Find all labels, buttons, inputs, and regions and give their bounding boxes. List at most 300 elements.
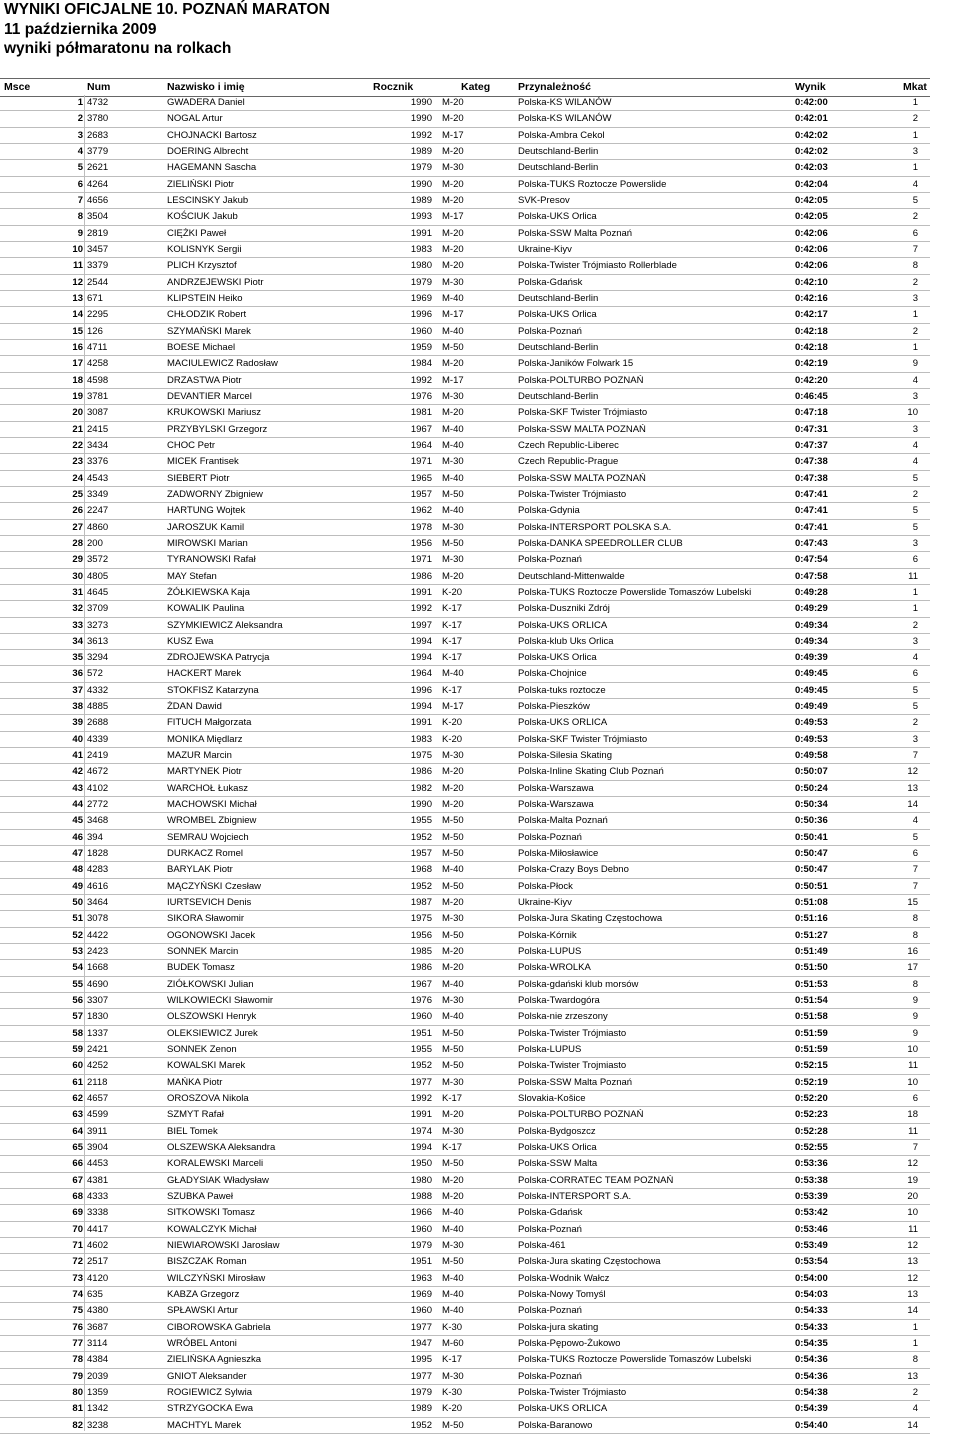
place-cell: 60 — [72, 1060, 83, 1072]
category-place-cell: 2 — [912, 211, 918, 223]
birth-year-cell: 1996 — [410, 309, 432, 321]
place-cell: 78 — [72, 1354, 83, 1366]
category-place-cell: 5 — [912, 521, 918, 533]
table-row — [0, 552, 930, 568]
bib-number-cell: 4602 — [87, 1239, 109, 1251]
table-row — [0, 1124, 930, 1140]
name-cell: KLIPSTEIN Heiko — [167, 292, 243, 304]
name-cell: SIKORA Sławomir — [167, 913, 245, 925]
category-cell: M-20 — [442, 1109, 464, 1121]
result-time-cell: 0:42:19 — [795, 358, 828, 370]
table-row — [0, 438, 930, 454]
birth-year-cell: 1957 — [410, 488, 432, 500]
name-cell: SZMYT Rafał — [167, 1109, 224, 1121]
category-cell: K-17 — [442, 1142, 463, 1153]
birth-year-cell: 1988 — [410, 1190, 432, 1202]
name-cell: GŁADYSIAK Władysław — [167, 1174, 269, 1186]
place-cell: 12 — [72, 276, 83, 288]
birth-year-cell: 1955 — [410, 1044, 432, 1056]
place-cell: 35 — [72, 652, 83, 664]
bib-number-cell: 4656 — [87, 194, 109, 206]
birth-year-cell: 1968 — [410, 864, 432, 876]
category-place-cell: 2 — [912, 113, 918, 125]
place-cell: 14 — [72, 309, 83, 321]
result-time-cell: 0:49:53 — [795, 733, 828, 745]
place-cell: 76 — [72, 1321, 83, 1333]
category-place-cell: 5 — [912, 194, 918, 206]
bib-number-cell: 2544 — [87, 276, 109, 288]
table-row — [0, 601, 930, 617]
place-cell: 28 — [72, 537, 83, 549]
table-row — [0, 520, 930, 536]
result-time-cell: 0:54:40 — [795, 1419, 828, 1431]
category-place-cell: 4 — [912, 439, 918, 451]
category-cell: M-30 — [442, 1076, 464, 1088]
club-cell: Slovakia-Košice — [518, 1093, 586, 1105]
name-cell: KABZA Grzegorz — [167, 1288, 240, 1300]
category-cell: M-20 — [442, 897, 464, 909]
category-place-cell: 3 — [912, 390, 918, 402]
bib-number-cell: 1828 — [87, 848, 109, 860]
place-cell: 64 — [72, 1125, 83, 1137]
club-cell: Deutschland-Berlin — [518, 162, 599, 174]
category-cell: K-17 — [442, 603, 463, 615]
result-time-cell: 0:42:06 — [795, 227, 828, 239]
category-cell: M-20 — [442, 227, 464, 239]
club-cell: Polska-Poznań — [518, 1223, 582, 1235]
name-cell: SPŁAWSKI Artur — [167, 1305, 238, 1317]
table-row — [0, 895, 930, 911]
name-cell: MĄCZYŃSKI Czesław — [167, 880, 261, 892]
bib-number-cell: 4417 — [87, 1223, 109, 1235]
category-place-cell: 15 — [907, 897, 918, 909]
name-cell: OGONOWSKI Jacek — [167, 929, 256, 941]
category-place-cell: 1 — [912, 1321, 918, 1333]
result-time-cell: 0:52:19 — [795, 1076, 828, 1088]
category-cell: M-17 — [442, 309, 464, 321]
table-row — [0, 585, 930, 601]
name-cell: MIROWSKI Marian — [167, 537, 248, 549]
table-row — [0, 536, 930, 552]
category-cell: M-40 — [442, 472, 464, 484]
name-cell: BUDEK Tomasz — [167, 962, 235, 974]
bib-number-cell: 671 — [87, 292, 103, 304]
birth-year-cell: 1983 — [410, 733, 432, 745]
category-place-cell: 9 — [912, 1011, 918, 1023]
bib-number-cell: 3911 — [87, 1125, 108, 1137]
category-place-cell: 3 — [912, 423, 918, 435]
bib-number-cell: 2247 — [87, 505, 109, 517]
place-cell: 27 — [72, 521, 83, 533]
bib-number-cell: 4384 — [87, 1354, 109, 1366]
result-time-cell: 0:51:54 — [795, 995, 828, 1007]
club-cell: Polska-CORRATEC TEAM POZNAŃ — [518, 1174, 674, 1186]
birth-year-cell: 1962 — [410, 505, 432, 517]
place-cell: 40 — [72, 733, 83, 745]
name-cell: SITKOWSKI Tomasz — [167, 1207, 255, 1219]
category-cell: M-40 — [442, 1011, 464, 1023]
result-time-cell: 0:47:18 — [795, 407, 828, 419]
birth-year-cell: 1960 — [410, 1305, 432, 1317]
birth-year-cell: 1971 — [410, 456, 432, 468]
birth-year-cell: 1947 — [410, 1337, 432, 1349]
club-cell: Polska-Silesia Skating — [518, 750, 612, 762]
table-row — [0, 960, 930, 976]
bib-number-cell: 1342 — [87, 1403, 109, 1415]
table-row — [0, 160, 930, 176]
club-cell: Deutschland-Mittenwalde — [518, 570, 625, 582]
category-cell: M-40 — [442, 292, 464, 304]
name-cell: SIEBERT Piotr — [167, 472, 230, 484]
name-cell: WILCZYŃSKI Mirosław — [167, 1272, 266, 1284]
name-cell: SONNEK Zenon — [167, 1044, 237, 1056]
result-time-cell: 0:51:50 — [795, 962, 828, 974]
bib-number-cell: 3434 — [87, 439, 109, 451]
bib-number-cell: 3780 — [87, 113, 109, 125]
category-place-cell: 4 — [912, 374, 918, 386]
category-place-cell: 14 — [907, 799, 918, 811]
category-cell: K-30 — [442, 1386, 463, 1398]
club-cell: Polska-Twister Trojmiasto — [518, 1060, 627, 1072]
table-row — [0, 1369, 930, 1385]
name-cell: LESCINSKY Jakub — [167, 194, 249, 206]
birth-year-cell: 1975 — [410, 750, 432, 762]
place-cell: 34 — [72, 635, 83, 647]
category-cell: M-50 — [442, 1027, 464, 1039]
club-cell: Polska-LUPUS — [518, 946, 582, 958]
category-cell: M-50 — [442, 815, 464, 827]
club-cell: Polska-tuks roztocze — [518, 684, 606, 696]
category-cell: M-40 — [442, 864, 464, 876]
name-cell: ANDRZEJEWSKI Piotr — [167, 276, 264, 288]
club-cell: Polska-TUKS Roztocze Powerslide — [518, 178, 667, 190]
result-time-cell: 0:47:38 — [795, 472, 828, 484]
result-time-cell: 0:42:02 — [795, 129, 828, 141]
place-cell: 15 — [72, 325, 83, 337]
result-time-cell: 0:47:43 — [795, 537, 828, 549]
place-cell: 41 — [72, 750, 83, 762]
place-cell: 24 — [72, 472, 83, 484]
birth-year-cell: 1982 — [410, 782, 432, 794]
club-cell: Polska-Duszniki Zdrój — [518, 603, 610, 615]
place-cell: 73 — [72, 1272, 83, 1284]
club-cell: Polska-klub Uks Orlica — [518, 635, 614, 647]
table-row — [0, 911, 930, 927]
result-time-cell: 0:54:36 — [795, 1354, 828, 1366]
name-cell: ZIELIŃSKI Piotr — [167, 178, 235, 190]
birth-year-cell: 1990 — [410, 178, 432, 190]
category-cell: M-20 — [442, 260, 464, 272]
club-cell: Polska-UKS Orlica — [518, 309, 597, 321]
bib-number-cell: 4732 — [87, 97, 109, 108]
place-cell: 36 — [72, 668, 83, 680]
name-cell: PLICH Krzysztof — [167, 260, 237, 272]
category-place-cell: 8 — [912, 978, 918, 990]
birth-year-cell: 1991 — [410, 586, 432, 598]
club-cell: Polska-KS WILANÓW — [518, 113, 612, 125]
place-cell: 21 — [72, 423, 83, 435]
result-time-cell: 0:49:39 — [795, 652, 828, 664]
bib-number-cell: 3779 — [87, 145, 109, 157]
result-time-cell: 0:54:38 — [795, 1386, 828, 1398]
club-cell: Polska-Twister Trójmiasto — [518, 488, 627, 500]
result-time-cell: 0:50:51 — [795, 880, 828, 892]
result-time-cell: 0:49:45 — [795, 684, 828, 696]
table-row — [0, 1075, 930, 1091]
bib-number-cell: 4616 — [87, 880, 109, 892]
birth-year-cell: 1951 — [410, 1256, 432, 1268]
club-cell: Polska-Poznań — [518, 1305, 582, 1317]
place-cell: 3 — [77, 129, 83, 141]
bib-number-cell: 4805 — [87, 570, 109, 582]
name-cell: TYRANOWSKI Rafał — [167, 554, 256, 566]
category-cell: M-20 — [442, 782, 464, 794]
category-cell: M-30 — [442, 276, 464, 288]
club-cell: Polska-Nowy Tomyśl — [518, 1288, 606, 1300]
club-cell: Polska-nie zrzeszony — [518, 1011, 608, 1023]
result-time-cell: 0:52:20 — [795, 1093, 828, 1105]
place-cell: 81 — [72, 1403, 83, 1415]
category-cell: M-20 — [442, 766, 464, 778]
results-table — [0, 95, 930, 1434]
category-cell: M-30 — [442, 1370, 464, 1382]
bib-number-cell: 1830 — [87, 1011, 109, 1023]
name-cell: DRZASTWA Piotr — [167, 374, 242, 386]
birth-year-cell: 1981 — [410, 407, 432, 419]
place-cell: 44 — [72, 799, 83, 811]
name-cell: WRÓBEL Antoni — [167, 1337, 237, 1349]
birth-year-cell: 1976 — [410, 995, 432, 1007]
club-cell: Polska-jura skating — [518, 1321, 599, 1333]
category-place-cell: 12 — [907, 1239, 918, 1251]
category-place-cell: 7 — [912, 864, 918, 876]
category-place-cell: 10 — [907, 1076, 918, 1088]
bib-number-cell: 4258 — [87, 358, 109, 370]
category-place-cell: 20 — [907, 1190, 918, 1202]
table-row — [0, 732, 930, 748]
category-cell: M-40 — [442, 423, 464, 435]
category-place-cell: 1 — [912, 1337, 918, 1349]
place-cell: 9 — [77, 227, 83, 239]
category-cell: K-17 — [442, 684, 463, 696]
category-cell: K-17 — [442, 1093, 463, 1105]
birth-year-cell: 1975 — [410, 913, 432, 925]
table-row — [0, 1107, 930, 1123]
birth-year-cell: 1987 — [410, 897, 432, 909]
club-cell: Polska-WROLKA — [518, 962, 591, 974]
birth-year-cell: 1979 — [410, 1386, 432, 1398]
table-row — [0, 1303, 930, 1319]
result-time-cell: 0:49:53 — [795, 717, 828, 729]
birth-year-cell: 1978 — [410, 521, 432, 533]
category-place-cell: 4 — [912, 178, 918, 190]
result-time-cell: 0:47:38 — [795, 456, 828, 468]
birth-year-cell: 1994 — [410, 701, 432, 713]
birth-year-cell: 1989 — [410, 145, 432, 157]
birth-year-cell: 1965 — [410, 472, 432, 484]
category-cell: M-30 — [442, 554, 464, 566]
bib-number-cell: 2772 — [87, 799, 109, 811]
club-cell: Ukraine-Kiyv — [518, 243, 572, 255]
category-place-cell: 12 — [907, 766, 918, 778]
place-cell: 68 — [72, 1190, 83, 1202]
category-place-cell: 2 — [912, 488, 918, 500]
category-cell: M-17 — [442, 211, 464, 223]
name-cell: ZADWORNY Zbigniew — [167, 488, 263, 500]
place-cell: 1 — [77, 97, 83, 108]
result-time-cell: 0:50:36 — [795, 815, 828, 827]
club-cell: Polska-LUPUS — [518, 1044, 582, 1056]
bib-number-cell: 4453 — [87, 1158, 109, 1170]
result-time-cell: 0:53:38 — [795, 1174, 828, 1186]
club-cell: Polska-INTERSPORT POLSKA S.A. — [518, 521, 672, 533]
table-row — [0, 503, 930, 519]
place-cell: 45 — [72, 815, 83, 827]
club-cell: Polska-KS WILANÓW — [518, 97, 612, 108]
name-cell: KRUKOWSKI Mariusz — [167, 407, 261, 419]
bib-number-cell: 3087 — [87, 407, 109, 419]
category-place-cell: 5 — [912, 831, 918, 843]
name-cell: FITUCH Małgorzata — [167, 717, 252, 729]
birth-year-cell: 1994 — [410, 635, 432, 647]
category-place-cell: 3 — [912, 537, 918, 549]
club-cell: Polska-Twister Trójmiasto Rollerblade — [518, 260, 677, 272]
bib-number-cell: 2039 — [87, 1370, 109, 1382]
category-place-cell: 4 — [912, 456, 918, 468]
table-row — [0, 389, 930, 405]
place-cell: 31 — [72, 586, 83, 598]
category-place-cell: 3 — [912, 733, 918, 745]
results-subtitle: wyniki półmaratonu na rolkach — [4, 40, 232, 57]
birth-year-cell: 1974 — [410, 1125, 432, 1137]
category-cell: M-20 — [442, 570, 464, 582]
bib-number-cell: 4381 — [87, 1174, 109, 1186]
bib-number-cell: 3687 — [87, 1321, 109, 1333]
category-place-cell: 10 — [907, 407, 918, 419]
bib-number-cell: 572 — [87, 668, 103, 680]
birth-year-cell: 1985 — [410, 946, 432, 958]
table-row — [0, 209, 930, 225]
bib-number-cell: 394 — [87, 831, 103, 843]
column-header-wynik: Wynik — [795, 81, 826, 93]
category-place-cell: 7 — [912, 243, 918, 255]
bib-number-cell: 3504 — [87, 211, 109, 223]
name-cell: ZDROJEWSKA Patrycja — [167, 652, 270, 664]
bib-number-cell: 4885 — [87, 701, 109, 713]
name-cell: KOWALCZYK Michał — [167, 1223, 257, 1235]
club-cell: Polska-DANKA SPEEDROLLER CLUB — [518, 537, 683, 549]
name-cell: STRZYGOCKA Ewa — [167, 1403, 254, 1415]
category-cell: M-20 — [442, 1190, 464, 1202]
place-cell: 77 — [72, 1337, 83, 1349]
club-cell: Polska-Malta Poznań — [518, 815, 608, 827]
name-cell: BOESE Michael — [167, 341, 236, 353]
table-row — [0, 258, 930, 274]
category-place-cell: 3 — [912, 145, 918, 157]
birth-year-cell: 1994 — [410, 652, 432, 664]
category-place-cell: 2 — [912, 1386, 918, 1398]
birth-year-cell: 1959 — [410, 341, 432, 353]
club-cell: Polska-Twister Trójmiasto — [518, 1386, 627, 1398]
birth-year-cell: 1986 — [410, 766, 432, 778]
name-cell: SZYMAŃSKI Marek — [167, 325, 251, 337]
table-row — [0, 781, 930, 797]
bib-number-cell: 3078 — [87, 913, 109, 925]
birth-year-cell: 1967 — [410, 978, 432, 990]
table-row — [0, 275, 930, 291]
name-cell: KORALEWSKI Marceli — [167, 1158, 264, 1170]
birth-year-cell: 1976 — [410, 390, 432, 402]
place-cell: 52 — [72, 929, 83, 941]
bib-number-cell: 3379 — [87, 260, 109, 272]
place-cell: 62 — [72, 1093, 83, 1105]
result-time-cell: 0:51:59 — [795, 1044, 828, 1056]
result-time-cell: 0:54:00 — [795, 1272, 828, 1284]
birth-year-cell: 1952 — [410, 1419, 432, 1431]
club-cell: Polska-UKS ORLICA — [518, 1403, 608, 1415]
category-place-cell: 6 — [912, 1093, 918, 1105]
place-cell: 48 — [72, 864, 83, 876]
result-time-cell: 0:53:49 — [795, 1239, 828, 1251]
birth-year-cell: 1993 — [410, 211, 432, 223]
place-cell: 42 — [72, 766, 83, 778]
bib-number-cell: 1359 — [87, 1386, 109, 1398]
table-row — [0, 1026, 930, 1042]
category-cell: M-40 — [442, 1223, 464, 1235]
birth-year-cell: 1971 — [410, 554, 432, 566]
table-row — [0, 993, 930, 1009]
place-cell: 7 — [77, 194, 83, 206]
name-cell: ŻÓŁKIEWSKA Kaja — [167, 586, 250, 598]
place-cell: 72 — [72, 1256, 83, 1268]
category-place-cell: 2 — [912, 276, 918, 288]
result-time-cell: 0:49:45 — [795, 668, 828, 680]
result-time-cell: 0:51:49 — [795, 946, 828, 958]
table-row — [0, 1287, 930, 1303]
table-row — [0, 1042, 930, 1058]
name-cell: KUSZ Ewa — [167, 635, 214, 647]
birth-year-cell: 1995 — [410, 1354, 432, 1366]
name-cell: HARTUNG Wojtek — [167, 505, 246, 517]
result-time-cell: 0:51:58 — [795, 1011, 828, 1023]
bib-number-cell: 3613 — [87, 635, 109, 647]
table-row — [0, 650, 930, 666]
category-cell: M-50 — [442, 1158, 464, 1170]
category-cell: M-40 — [442, 439, 464, 451]
category-cell: M-60 — [442, 1337, 464, 1349]
place-cell: 10 — [72, 243, 83, 255]
category-cell: M-30 — [442, 750, 464, 762]
club-cell: Deutschland-Berlin — [518, 341, 599, 353]
place-cell: 53 — [72, 946, 83, 958]
place-cell: 8 — [77, 211, 83, 223]
name-cell: CHŁODZIK Robert — [167, 309, 247, 321]
place-cell: 38 — [72, 701, 83, 713]
category-cell: K-30 — [442, 1321, 463, 1333]
category-place-cell: 2 — [912, 619, 918, 631]
place-cell: 63 — [72, 1109, 83, 1121]
club-cell: Polska-SSW MALTA POZNAŃ — [518, 423, 646, 435]
result-time-cell: 0:50:47 — [795, 848, 828, 860]
birth-year-cell: 1977 — [410, 1321, 432, 1333]
result-time-cell: 0:52:15 — [795, 1060, 828, 1072]
birth-year-cell: 1967 — [410, 423, 432, 435]
bib-number-cell: 3781 — [87, 390, 109, 402]
category-place-cell: 11 — [908, 1060, 918, 1072]
bib-number-cell: 3273 — [87, 619, 109, 631]
result-time-cell: 0:46:45 — [795, 390, 828, 402]
club-cell: Polska-Chojnice — [518, 668, 587, 680]
